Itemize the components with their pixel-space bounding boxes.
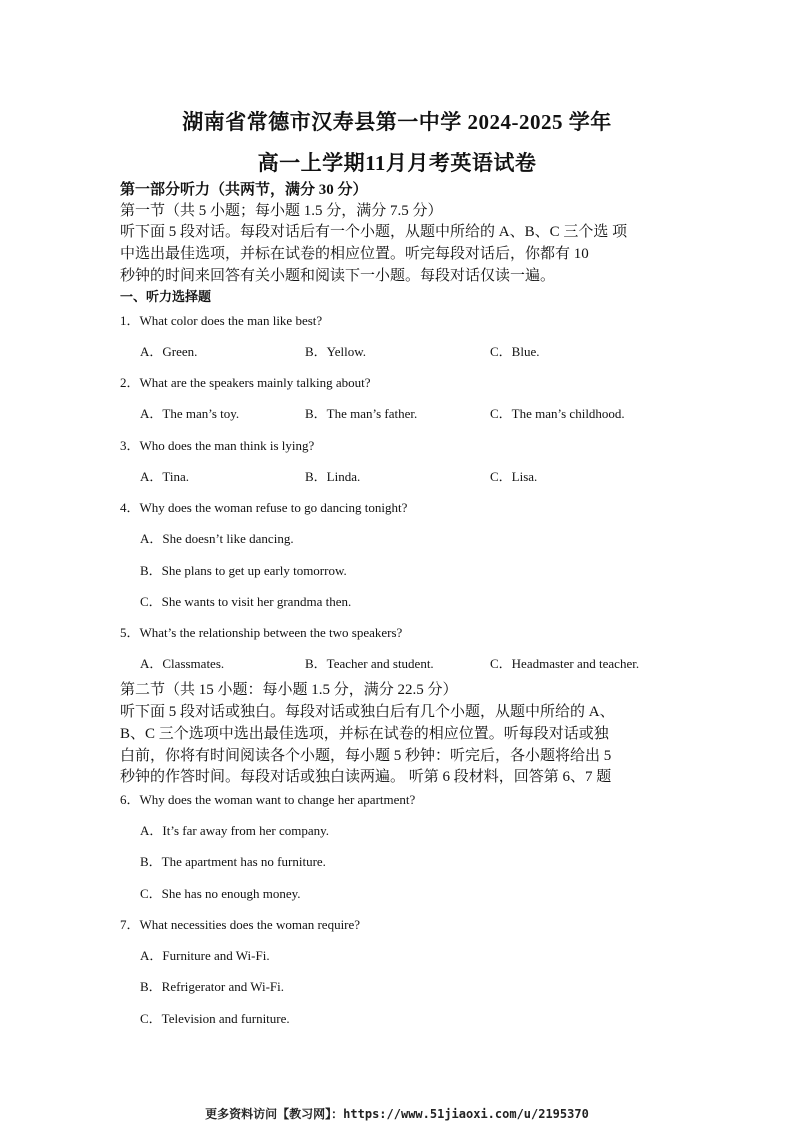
option-a: A．The man’s toy. bbox=[140, 406, 240, 421]
footer-link[interactable]: 更多资料访问【教习网】：https://www.51jiaoxi.com/u/2195370 bbox=[205, 1107, 589, 1121]
option-b: B．She plans to get up early tomorrow. bbox=[140, 563, 347, 578]
question-stem: 6．Why does the woman want to change her apartment? bbox=[120, 792, 416, 807]
section2-instructions-line: 听下面 5 段对话或独白。每段对话或独白后有几个小题，从题中所给的 A、 bbox=[120, 704, 615, 720]
exam-title-line1: 湖南省常德市汉寿县第一中学 2024-2025 学年 bbox=[182, 110, 612, 134]
exam-title-line2: 高一上学期11月月考英语试卷 bbox=[257, 151, 537, 175]
question-stem: 3．Who does the man think is lying? bbox=[120, 438, 315, 453]
option-c: C．She has no enough money. bbox=[140, 886, 301, 901]
option-b: B．The apartment has no furniture. bbox=[140, 854, 326, 869]
section1-heading: 第一节（共 5 小题；每小题 1.5 分，满分 7.5 分） bbox=[120, 203, 443, 219]
option-c: C．Headmaster and teacher. bbox=[490, 656, 640, 671]
question-stem: 1．What color does the man like best? bbox=[120, 313, 323, 328]
section1-instructions-line: 中选出最佳选项，并标在试卷的相应位置。听完每段对话后，你都有 10 bbox=[120, 246, 589, 262]
option-b: B．Teacher and student. bbox=[305, 656, 434, 671]
option-a: A．Furniture and Wi-Fi. bbox=[140, 948, 270, 963]
section2-heading: 第二节（共 15 小题：每小题 1.5 分，满分 22.5 分） bbox=[120, 682, 458, 698]
option-c: C．Television and furniture. bbox=[140, 1011, 290, 1026]
option-a: A．Classmates. bbox=[140, 656, 225, 671]
option-c: C．The man’s childhood. bbox=[490, 406, 625, 421]
question-stem: 7．What necessities does the woman require? bbox=[120, 917, 361, 932]
part1-heading: 第一部分听力（共两节，满分 30 分） bbox=[120, 182, 368, 198]
option-c: C．Blue. bbox=[490, 344, 540, 359]
question-stem: 4．Why does the woman refuse to go dancing tonight? bbox=[120, 500, 408, 515]
section2-instructions-line: B、C 三个选项中选出最佳选项，并标在试卷的相应位置。听每段对话或独 bbox=[120, 726, 609, 742]
question-stem: 5．What’s the relationship between the two speakers? bbox=[120, 625, 403, 640]
listening-choice-subheading: 一、听力选择题 bbox=[120, 289, 212, 304]
section1-instructions-line: 听下面 5 段对话。每段对话后有一个小题，从题中所给的 A、B、C 三个选 项 bbox=[120, 224, 628, 240]
question-stem: 2．What are the speakers mainly talking about? bbox=[120, 375, 371, 390]
option-a: A．Green. bbox=[140, 344, 198, 359]
section2-instructions-line: 秒钟的作答时间。每段对话或独白读两遍。 听第 6 段材料，回答第 6、7 题 bbox=[120, 769, 612, 785]
option-a: A．It’s far away from her company. bbox=[140, 823, 330, 838]
section2-instructions-line: 白前，你将有时间阅读各个小题，每小题 5 秒钟：听完后，各小题将给出 5 bbox=[120, 748, 612, 764]
option-c: C．Lisa. bbox=[490, 469, 538, 484]
option-b: B．The man’s father. bbox=[305, 406, 418, 421]
option-a: A．Tina. bbox=[140, 469, 190, 484]
section1-instructions-line: 秒钟的时间来回答有关小题和阅读下一小题。每段对话仅读一遍。 bbox=[120, 268, 556, 284]
option-a: A．She doesn’t like dancing. bbox=[140, 531, 294, 546]
option-b: B．Linda. bbox=[305, 469, 361, 484]
option-b: B．Refrigerator and Wi-Fi. bbox=[140, 979, 285, 994]
option-c: C．She wants to visit her grandma then. bbox=[140, 594, 352, 609]
option-b: B．Yellow. bbox=[305, 344, 367, 359]
